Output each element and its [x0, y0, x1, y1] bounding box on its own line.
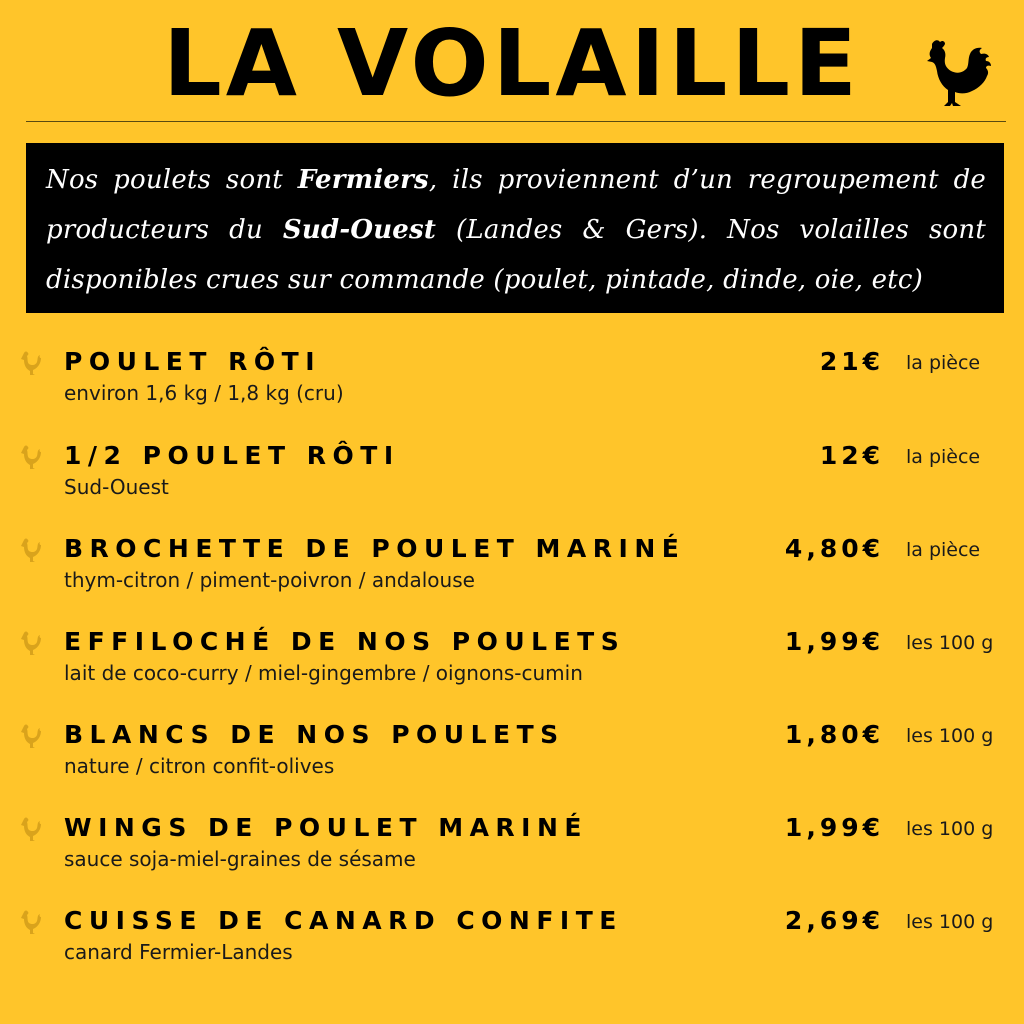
intro-text: Nos poulets sont Fermiers, ils proviennent d’un regroupement de producteurs du Sud-Ouest (Landes & Gers). Nos volailles sont disponibles crues sur commande (poulet, pintade, dinde, oie, etc)	[46, 165, 986, 295]
item-name: WINGS DE POULET MARINÉ	[64, 813, 588, 842]
item-unit: les 100 g	[906, 725, 994, 747]
item-name: 1/2 POULET RÔTI	[64, 441, 400, 470]
item-description: canard Fermier-Landes	[64, 940, 293, 964]
hen-icon	[20, 444, 42, 470]
hen-icon	[20, 630, 42, 656]
item-price: 1,80€	[784, 720, 884, 749]
item-description: sauce soja-miel-graines de sésame	[64, 847, 416, 871]
item-name: CUISSE DE CANARD CONFITE	[64, 906, 623, 935]
hen-icon	[20, 816, 42, 842]
hen-icon	[20, 723, 42, 749]
item-price: 1,99€	[784, 813, 884, 842]
item-price: 4,80€	[784, 534, 884, 563]
intro-box	[26, 143, 1004, 313]
menu-item	[0, 440, 1024, 520]
item-description: thym-citron / piment-poivron / andalouse	[64, 568, 475, 592]
item-unit: les 100 g	[906, 911, 994, 933]
item-price: 21€	[819, 347, 884, 376]
item-price: 12€	[819, 441, 884, 470]
item-description: lait de coco-curry / miel-gingembre / oignons-cumin	[64, 661, 583, 685]
menu-item	[0, 533, 1024, 613]
hen-icon	[20, 537, 42, 563]
hen-icon	[20, 909, 42, 935]
item-description: nature / citron confit-olives	[64, 754, 335, 778]
item-unit: la pièce	[906, 352, 981, 374]
menu-item	[0, 346, 1024, 426]
item-description: environ 1,6 kg / 1,8 kg (cru)	[64, 381, 344, 405]
item-name: BROCHETTE DE POULET MARINÉ	[64, 534, 686, 563]
item-name: POULET RÔTI	[64, 347, 321, 376]
hen-icon	[20, 350, 42, 376]
item-description: Sud-Ouest	[64, 475, 169, 499]
item-unit: les 100 g	[906, 632, 994, 654]
menu-item	[0, 719, 1024, 799]
title-divider	[26, 121, 1006, 122]
item-price: 2,69€	[784, 906, 884, 935]
item-unit: la pièce	[906, 539, 981, 561]
item-price: 1,99€	[784, 627, 884, 656]
hen-icon	[918, 36, 994, 124]
item-unit: les 100 g	[906, 818, 994, 840]
page-title: LA VOLAILLE	[163, 10, 861, 117]
item-name: BLANCS DE NOS POULETS	[64, 720, 565, 749]
menu-item	[0, 626, 1024, 706]
menu-item	[0, 812, 1024, 892]
menu-item	[0, 905, 1024, 985]
item-unit: la pièce	[906, 446, 981, 468]
item-name: EFFILOCHÉ DE NOS POULETS	[64, 627, 626, 656]
